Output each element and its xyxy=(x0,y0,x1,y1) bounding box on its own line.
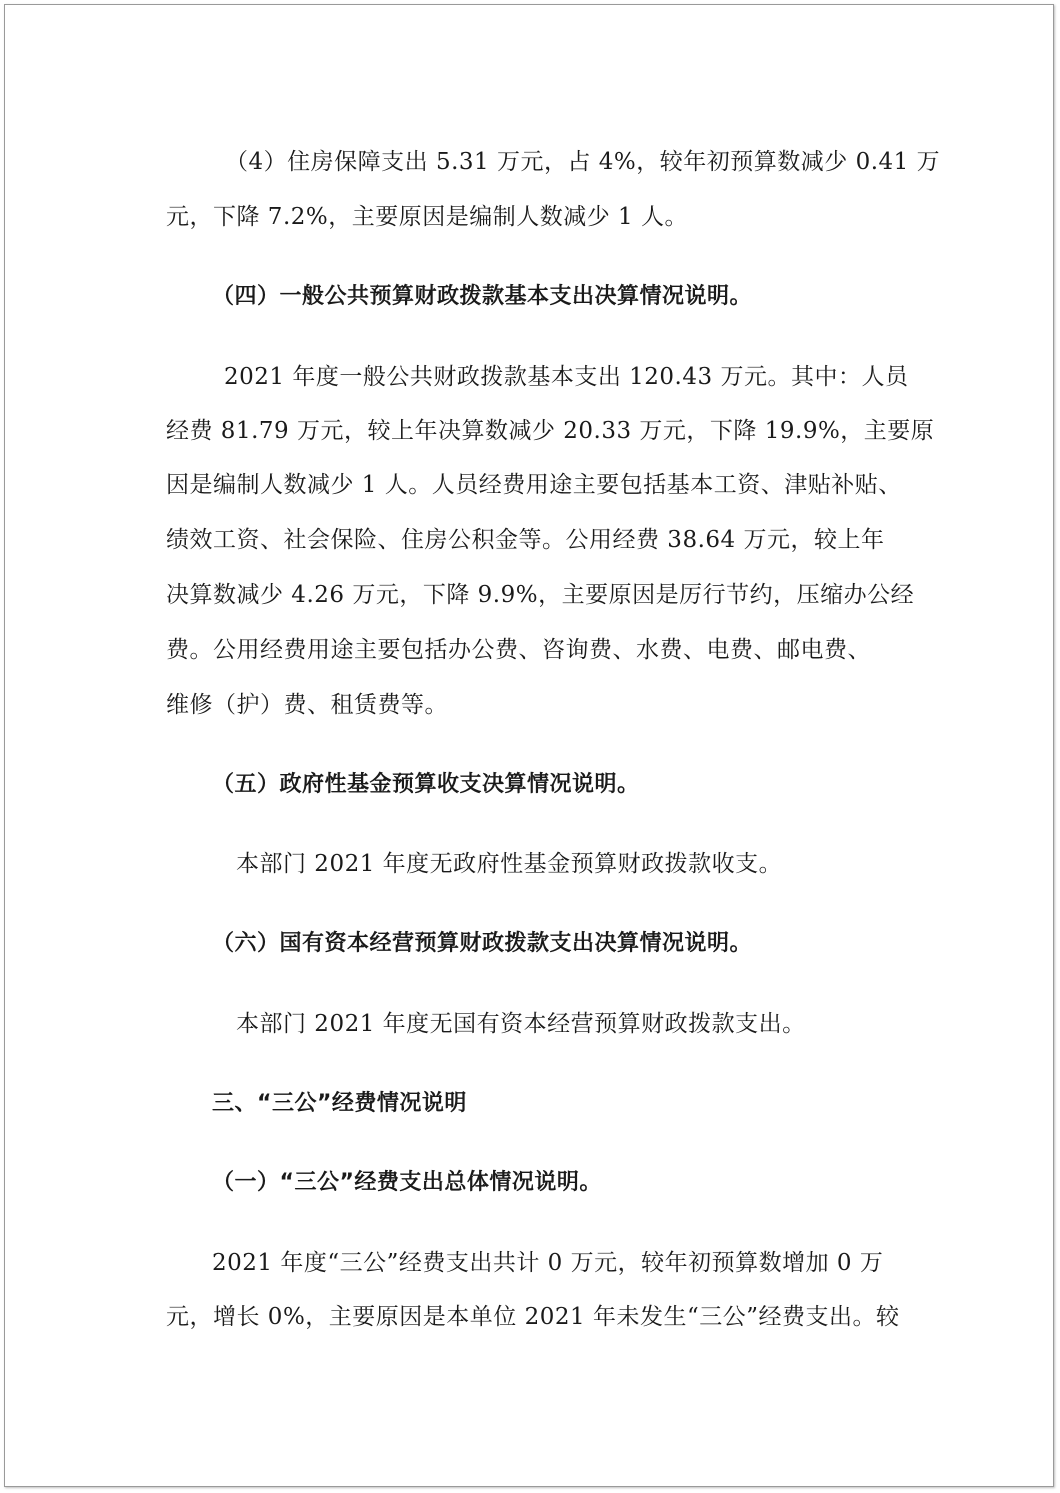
paragraph-basic-line-4: 绩效工资、社会保险、住房公积金等。公用经费 38.64 万元，较上年 xyxy=(166,527,885,553)
heading-basic-expenditure: （四）一般公共预算财政拨款基本支出决算情况说明。 xyxy=(212,284,753,309)
paragraph-basic-line-6: 费。公用经费用途主要包括办公费、咨询费、水费、电费、邮电费、 xyxy=(166,637,871,663)
paragraph-state-capital: 本部门 2021 年度无国有资本经营预算财政拨款支出。 xyxy=(236,1011,806,1037)
paragraph-housing-line-2: 元，下降 7.2%，主要原因是编制人数减少 1 人。 xyxy=(166,204,688,230)
paragraph-basic-line-5: 决算数减少 4.26 万元，下降 9.9%，主要原因是厉行节约，压缩办公经 xyxy=(166,582,915,608)
paragraph-basic-line-2: 经费 81.79 万元，较上年决算数减少 20.33 万元，下降 19.9%，主要原 xyxy=(166,418,935,444)
paragraph-basic-line-7: 维修（护）费、租赁费等。 xyxy=(166,692,448,718)
paragraph-gov-fund: 本部门 2021 年度无政府性基金预算财政拨款收支。 xyxy=(236,851,783,877)
section-three-public-title: 三、“三公”经费情况说明 xyxy=(212,1091,467,1116)
paragraph-basic-line-1: 2021 年度一般公共财政拨款基本支出 120.43 万元。其中：人员 xyxy=(224,364,909,390)
paragraph-three-public-line-1: 2021 年度“三公”经费支出共计 0 万元，较年初预算数增加 0 万 xyxy=(212,1250,884,1276)
heading-three-public-overall: （一）“三公”经费支出总体情况说明。 xyxy=(212,1170,602,1195)
paragraph-three-public-line-2: 元，增长 0%，主要原因是本单位 2021 年未发生“三公”经费支出。较 xyxy=(166,1304,900,1330)
heading-state-capital: （六）国有资本经营预算财政拨款支出决算情况说明。 xyxy=(212,931,753,956)
heading-gov-fund: （五）政府性基金预算收支决算情况说明。 xyxy=(212,772,640,797)
paragraph-housing-line-1: （4）住房保障支出 5.31 万元，占 4%，较年初预算数减少 0.41 万 xyxy=(225,149,941,175)
paragraph-basic-line-3: 因是编制人数减少 1 人。人员经费用途主要包括基本工资、津贴补贴、 xyxy=(166,472,902,498)
